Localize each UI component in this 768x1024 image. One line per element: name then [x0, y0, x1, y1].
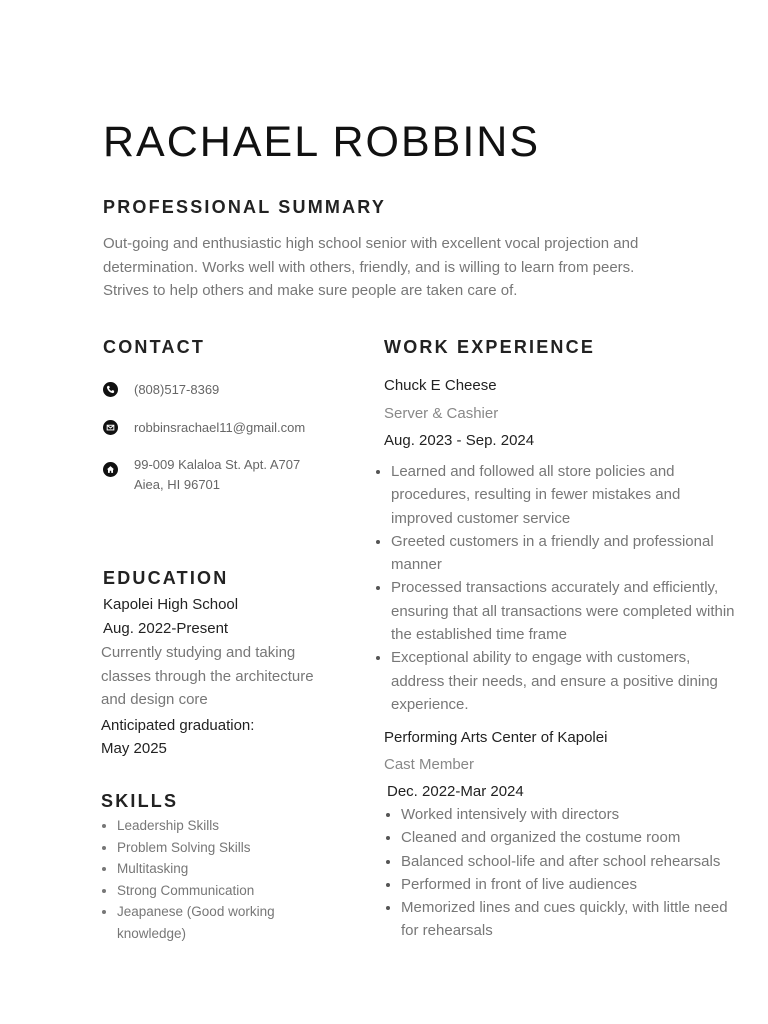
- duty-item: • Performed in front of live audiences: [401, 873, 744, 896]
- duty-item: • Worked intensively with directors: [401, 803, 744, 826]
- contact-email-row: [103, 418, 305, 438]
- contact-heading: CONTACT: [103, 337, 206, 357]
- job-1: [384, 375, 744, 716]
- contact-phone-row: [103, 380, 219, 400]
- skill-item: • Leadership Skills: [117, 815, 357, 837]
- work-heading: WORK EXPERIENCE: [384, 337, 596, 357]
- job-employer: Performing Arts Center of Kapolei: [384, 729, 608, 746]
- address: [134, 455, 300, 495]
- phone-icon: [103, 382, 118, 397]
- home-icon: [103, 462, 118, 477]
- skill-item: • Strong Communication: [117, 880, 357, 902]
- phone-number: (808)517-8369: [134, 382, 220, 397]
- education-block: [101, 593, 341, 761]
- envelope-icon: [103, 420, 118, 435]
- duty-item: • Greeted customers in a friendly and professional manner: [391, 530, 744, 577]
- duty-item: • Balanced school-life and after school rehearsals: [401, 850, 744, 873]
- job-2: [384, 727, 744, 943]
- job-role: Cast Member: [384, 756, 475, 773]
- skill-item: • Problem Solving Skills: [117, 837, 357, 859]
- duty-item: • Memorized lines and cues quickly, with little need for rehearsals: [401, 896, 744, 943]
- duty-item: • Learned and followed all store policies and procedures, resulting in fewer mistakes and improved customer service: [391, 460, 744, 530]
- job-duties: [382, 803, 744, 943]
- address-line-2: Aiea, HI 96701: [134, 477, 221, 492]
- skills-heading: SKILLS: [101, 791, 179, 811]
- summary-heading: PROFESSIONAL SUMMARY: [103, 197, 387, 217]
- education-dates: Aug. 2022-Present: [103, 619, 229, 637]
- job-duties: [372, 460, 744, 716]
- duty-item: • Exceptional ability to engage with customers, address their needs, and ensure a positive dining experience.: [391, 646, 744, 716]
- contact-address-row: [103, 455, 300, 495]
- graduation-date: May 2025: [101, 740, 167, 757]
- graduation-label: Anticipated graduation:: [101, 716, 255, 734]
- skill-item: • Jeapanese (Good working knowledge): [117, 901, 292, 944]
- education-heading: EDUCATION: [103, 568, 229, 588]
- summary-text: Out-going and enthusiastic high school senior with excellent vocal projection and determination. Works well with others, friendly, and is willing to learn from peers. Strives to help others and make sure people are taken care of.: [103, 235, 639, 299]
- job-role: Server & Cashier: [384, 405, 499, 422]
- skills-list: [100, 815, 357, 944]
- email-address: robbinsrachael11@gmail.com: [134, 420, 306, 435]
- duty-item: • Cleaned and organized the costume room: [401, 826, 744, 849]
- job-dates: Dec. 2022-Mar 2024: [387, 783, 524, 800]
- skill-item: • Multitasking: [117, 858, 357, 880]
- job-employer: Chuck E Cheese: [384, 377, 497, 394]
- resume-name: RACHAEL ROBBINS: [103, 118, 541, 166]
- duty-item: • Processed transactions accurately and efficiently, ensuring that all transactions were completed within the established time frame: [391, 576, 744, 646]
- education-description: Currently studying and taking classes through the architecture and design core: [101, 644, 314, 708]
- job-dates: Aug. 2023 - Sep. 2024: [384, 432, 535, 449]
- school-name: Kapolei High School: [103, 596, 239, 613]
- address-line-1: 99-009 Kalaloa St. Apt. A707: [134, 457, 301, 472]
